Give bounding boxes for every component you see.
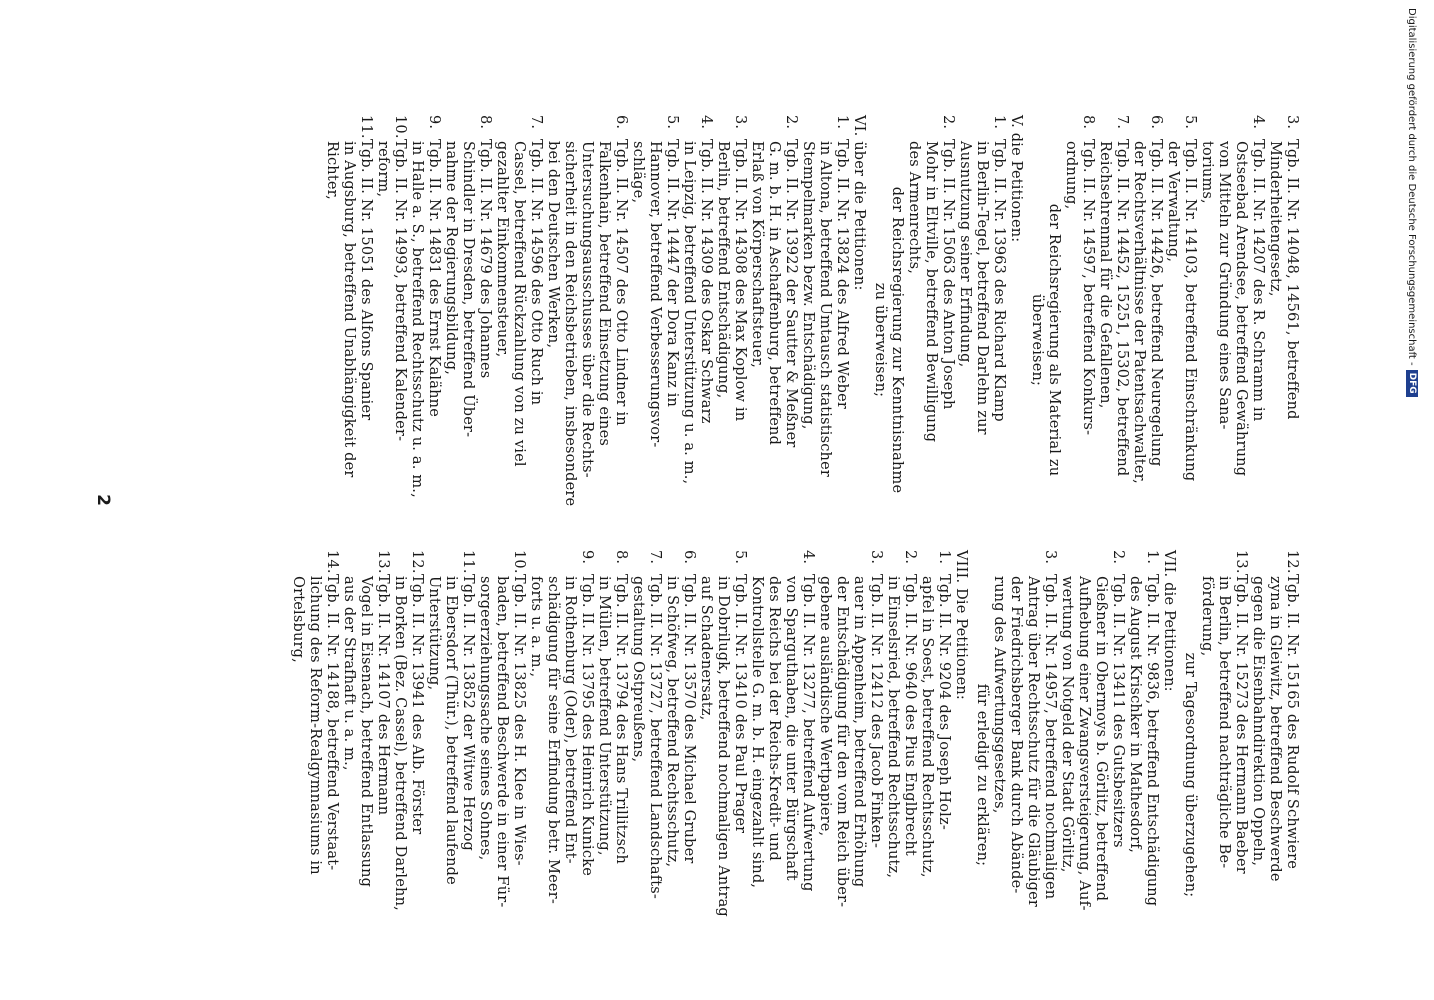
entry-number: 13.: [375, 550, 391, 574]
entry-text: Tgb. II. Nr. 14207 des R. Schramm in: [1250, 139, 1266, 422]
entry-text: Ortelsburg,: [290, 576, 306, 663]
petition-entry: [816, 550, 884, 960]
entry-text: Tgb. II. Nr. 13411 des Gutsbesitzers: [1110, 574, 1126, 848]
petition-entry: [408, 115, 442, 525]
entry-number: 2.: [783, 115, 799, 130]
entry-text: zyna in Gleiwitz, betreffend Beschwerde: [1267, 576, 1283, 882]
entry-number: 7.: [528, 115, 544, 130]
entry-text: Erlaß von Körperschaftsteuer,: [749, 141, 765, 369]
entry-text: schläge,: [630, 141, 646, 204]
entry-text: in Dobrilugk, betreffend nochmaligen Antrag: [715, 576, 731, 917]
entry-text: in Schöfweg, betreffend Rechtsschutz,: [664, 576, 680, 868]
entry-text: Tgb. II. Nr. 9836, betreffend Entschädigung: [1144, 574, 1160, 907]
entry-text: baden, betreffend Beschwerde in einer Für-: [494, 576, 510, 908]
entry-number: 7.: [1114, 115, 1130, 130]
petition-entry: [680, 115, 714, 525]
entry-text: Aufhebung einer Zwangsversteigerung, Auf-: [1076, 576, 1092, 911]
section-heading: [1160, 550, 1177, 960]
petition-entry: [391, 550, 425, 960]
entry-text: von Sparguthaben, die unter Bürgschaft: [783, 576, 799, 881]
entry-text: Berlin, betreffend Entschädigung,: [715, 141, 731, 399]
entry-text: in Leipzig, betreffend Unterstützung u. a. m.,: [681, 141, 697, 485]
entry-number: 1.: [834, 115, 850, 130]
entry-text: lichung des Reform-Realgymnasiums in: [307, 576, 323, 875]
digitization-note: [1406, 8, 1418, 397]
entry-number: 2.: [902, 550, 918, 565]
entry-number: 8.: [1080, 115, 1096, 130]
entry-text: wertung von Notgeld der Stadt Görlitz,: [1059, 576, 1075, 873]
entry-text: Tgb. II. Nr. 14452, 15251, 15302, betreffend: [1114, 139, 1130, 477]
petition-entry: [425, 550, 476, 960]
petition-entry: [442, 115, 493, 525]
entry-text: förderung,: [1199, 576, 1215, 657]
entry-text: in Ebersdorf (Thür.), betreffend laufende: [443, 576, 459, 885]
entry-text: in Augsburg, betreffend Unabhängigkeit der: [341, 141, 357, 478]
entry-number: 1.: [936, 550, 952, 565]
entry-text: Tgb. II. Nr. 14103, betreffend Einschränkung: [1182, 139, 1198, 482]
entry-text: in Halle a. S., betreffend Rechtsschutz u. a. m.,: [409, 141, 425, 498]
petition-entry: [1096, 115, 1130, 525]
entry-number: 3.: [1042, 550, 1058, 565]
entry-text: Tgb. II. Nr. 13941 des Alb. Förster: [409, 574, 425, 835]
resolution-line: [1181, 550, 1198, 960]
entry-text: reform,: [375, 141, 391, 198]
entry-text: Tgb. II. Nr. 14993, betreffend Kalender-: [392, 139, 408, 442]
entry-number: 9.: [426, 115, 442, 130]
entry-number: 4.: [800, 550, 816, 565]
petition-entry: [629, 115, 680, 525]
resolution-text: der Reichsregierung zur Kenntnisnahme: [889, 186, 905, 494]
entry-text: Tgb. II. Nr. 13794 des Hans Trillitzsch: [613, 574, 629, 865]
entry-text: Tgb. II. Nr. 13277, betreffend Aufwertung: [800, 574, 816, 892]
entry-text: Tgb. II. Nr. 9204 des Joseph Holz-: [936, 574, 952, 830]
page-number: 2: [92, 494, 113, 506]
digitization-text: Digitalisierung gefördert durch die Deutsche Forschungsgemeinschaft -: [1406, 8, 1418, 366]
entry-text: in Müllen, betreffend Unterstützung,: [596, 576, 612, 856]
entry-text: apfel in Soest, betreffend Rechtsschutz,: [919, 576, 935, 878]
entry-text: Tgb. II. Nr. 15063 des Anton Joseph: [940, 139, 956, 410]
resolution-text: zu überweisen;: [872, 282, 888, 398]
resolution-line: [871, 115, 905, 525]
entry-text: Tgb. II. Nr. 14831 des Ernst Kalähne: [426, 139, 442, 417]
petition-entry: [374, 115, 408, 525]
petition-entry: [714, 115, 748, 525]
entry-text: Tgb. II. Nr. 13410 des Paul Prager: [732, 574, 748, 834]
entry-text: Tgb. II. Nr. 15273 des Hermann Baeber: [1233, 574, 1249, 874]
entry-text: toriums,: [1199, 141, 1215, 204]
petition-entry: [990, 550, 1058, 960]
petition-entry: [918, 550, 952, 960]
entry-number: 11.: [358, 115, 374, 139]
entry-text: Tgb. II. Nr. 14426, betreffend Neuregelung: [1148, 139, 1164, 467]
entry-text: Cassel, betreffend Rückzahlung von zu viel: [511, 141, 527, 467]
petition-entry: [1062, 115, 1096, 525]
petition-entry: [340, 550, 391, 960]
entry-text: Tgb. II. Nr. 14447 der Dora Kanz in: [664, 139, 680, 408]
entry-text: Tgb. II. Nr. 14507 des Otto Lindner in: [613, 139, 629, 426]
entry-number: 6.: [613, 115, 629, 130]
resolution-text: für erledigt zu erklären;: [974, 683, 990, 867]
section-heading-text: VII. die Petitionen:: [1161, 550, 1177, 692]
entry-number: 4.: [698, 115, 714, 130]
dfg-logo: DFG: [1406, 370, 1418, 397]
entry-text: Tgb. II. Nr. 14048, 14561, betreffend: [1284, 139, 1300, 420]
entry-number: 14.: [324, 550, 340, 574]
entry-number: 4.: [1250, 115, 1266, 130]
entry-number: 2.: [1110, 550, 1126, 565]
entry-number: 2.: [940, 115, 956, 130]
entry-text: Tgb. II. Nr. 14957, betreffend nochmaligen: [1042, 574, 1058, 900]
entry-text: Tgb. II. Nr. 14309 des Oskar Schwarz: [698, 139, 714, 424]
petition-entry: [884, 550, 918, 960]
entry-number: 10.: [392, 115, 408, 139]
entry-text: gezahlter Einkommensteuer,: [494, 141, 510, 358]
right-column: [289, 550, 1300, 960]
entry-text: gegen die Eisenbahndirektion Oppeln,: [1250, 576, 1266, 867]
entry-text: Kontrollstelle G. m. b. H. eingezahlt sind,: [749, 576, 765, 889]
entry-text: in Borken (Bez. Cassel), betreffend Darlehn,: [392, 576, 408, 911]
entry-text: Tgb. II. Nr. 14308 des Max Koplow in: [732, 139, 748, 422]
petition-entry: [1164, 115, 1198, 525]
entry-text: Hannover, betreffend Verbesserungsvor-: [647, 141, 663, 448]
entry-text: Tgb. II. Nr. 12412 des Jacob Finken-: [868, 574, 884, 849]
entry-text: des August Krischker in Mathesdorf,: [1127, 576, 1143, 854]
entry-text: Tgb. II. Nr. 13825 des H. Klee in Wies-: [511, 574, 527, 866]
entry-text: der Rechtsverhältnisse der Patentsachwalter,: [1131, 141, 1147, 484]
petition-entry: [956, 115, 1007, 525]
section-heading: [1007, 115, 1024, 525]
petition-entry: [748, 550, 816, 960]
section-heading: [850, 115, 867, 525]
entry-text: des Reichs bei der Reichs-Kredit- und: [766, 576, 782, 861]
entry-text: Vogel in Eisenach, betreffend Entlassung: [358, 576, 374, 888]
entry-number: 3.: [732, 115, 748, 130]
entry-text: Tgb. II. Nr. 14597, betreffend Konkurs-: [1080, 139, 1096, 436]
petition-entry: [1130, 115, 1164, 525]
entry-number: 3.: [868, 550, 884, 565]
entry-number: 6.: [1148, 115, 1164, 130]
entry-text: Schindler in Dresden, betreffend Über-: [460, 141, 476, 438]
entry-number: 9.: [579, 550, 595, 565]
petition-entry: [289, 550, 340, 960]
entry-text: nahme der Regierungsbildung,: [443, 141, 459, 376]
petition-entry: [1249, 550, 1300, 960]
entry-number: 8.: [613, 550, 629, 565]
entry-number: 7.: [647, 550, 663, 565]
petition-entry: [493, 115, 544, 525]
entry-text: sicherheit in den Reichsbetrieben, insbesondere: [562, 141, 578, 507]
entry-text: Tgb. II. Nr. 13570 des Michael Gruber: [681, 574, 697, 864]
section-heading-text: V. die Petitionen:: [1008, 115, 1024, 243]
entry-text: G. m. b. H. in Aschaffenburg, betreffend: [766, 141, 782, 446]
petition-entry: [595, 550, 629, 960]
petition-entry: [629, 550, 663, 960]
entry-number: 5.: [664, 115, 680, 130]
entry-number: 8.: [477, 115, 493, 130]
entry-text: Unterstützung,: [426, 576, 442, 691]
entry-number: 12.: [409, 550, 425, 574]
entry-text: Tgb. II. Nr. 14596 des Otto Ruch in: [528, 139, 544, 406]
entry-text: rung des Aufwertungsgesetzes,: [991, 576, 1007, 814]
entry-text: in Altona, betreffend Umtausch statistischer: [817, 141, 833, 477]
resolution-text: überweisen;: [1029, 293, 1045, 387]
petition-entry: [476, 550, 527, 960]
entry-text: in Einselsried, betreffend Rechtsschutz,: [885, 576, 901, 879]
petition-entry: [1126, 550, 1160, 960]
petition-entry: [799, 115, 850, 525]
petition-entry: [323, 115, 374, 525]
entry-number: 10.: [511, 550, 527, 574]
entry-number: 12.: [1284, 550, 1300, 574]
entry-text: bei den Deutschen Werken,: [545, 141, 561, 349]
entry-text: Tgb. II. Nr. 13727, betreffend Landschafts-: [647, 574, 663, 900]
entry-text: Tgb. II. Nr. 13963 des Richard Klamp: [991, 139, 1007, 422]
entry-text: Tgb. II. Nr. 13795 des Heinrich Kunicke: [579, 574, 595, 876]
entry-number: 6.: [681, 550, 697, 565]
entry-text: Tgb. II. Nr. 15165 des Rudolf Schwiere: [1284, 574, 1300, 870]
entry-text: ordnung,: [1063, 141, 1079, 210]
left-column: [323, 115, 1300, 525]
entry-text: gebene ausländische Wertpapiere,: [817, 576, 833, 837]
entry-number: 1.: [991, 115, 1007, 130]
entry-text: des Armenrechts,: [906, 141, 922, 275]
entry-text: aus der Strafhaft u. a. m.,: [341, 576, 357, 771]
entry-number: 11.: [460, 550, 476, 574]
petition-entry: [748, 115, 799, 525]
entry-text: gestaltung Ostpreußens,: [630, 576, 646, 763]
petition-entry: [527, 550, 595, 960]
entry-text: Richter,: [324, 141, 340, 200]
entry-text: schädigung für seine Erfindung betr. Meer-: [545, 576, 561, 904]
entry-text: Ostseebad Arendsee, betreffend Gewährung: [1233, 141, 1249, 477]
entry-text: Tgb. II. Nr. 14679 des Johannes: [477, 139, 493, 379]
entry-text: Falkenhain, betreffend Einsetzung eines: [596, 141, 612, 446]
rotated-text-block: [150, 80, 1300, 1000]
entry-text: der Verwaltung,: [1165, 141, 1181, 263]
entry-number: 1.: [1144, 550, 1160, 565]
entry-text: in Berlin-Tegel, betreffend Darlehn zur: [974, 141, 990, 435]
entry-text: auer in Appenheim, betreffend Erhöhung: [851, 576, 867, 888]
entry-text: der Friedrichsberger Bank durch Abände-: [1008, 576, 1024, 894]
entry-text: Untersuchungsausschusses über die Rechts-: [579, 141, 595, 478]
resolution-line: [973, 550, 990, 960]
entry-text: Gießner in Obermoys b. Görlitz, betreffend: [1093, 576, 1109, 902]
entry-number: 5.: [1182, 115, 1198, 130]
entry-number: 13.: [1233, 550, 1249, 574]
resolution-text: zur Tagesordnung überzugehen;: [1182, 652, 1198, 898]
entry-text: Tgb. II. Nr. 13852 der Witwe Herzog: [460, 574, 476, 852]
entry-text: der Entschädigung für den vom Reich über-: [834, 576, 850, 908]
section-heading-text: VI. über die Petitionen:: [851, 115, 867, 291]
section-heading-text: VIII. Die Petitionen:: [953, 550, 969, 701]
entry-text: Tgb. II. Nr. 14188, betreffend Verstaat-: [324, 574, 340, 871]
entry-text: forts u. a. m.,: [528, 576, 544, 678]
entry-text: Reichsehrenmal für die Gefallenen,: [1097, 141, 1113, 409]
resolution-text: der Reichsregierung als Material zu: [1046, 203, 1062, 477]
entry-number: 3.: [1284, 115, 1300, 130]
entry-text: sorgeerziehungssache seines Sohnes,: [477, 576, 493, 861]
entry-text: auf Schadenersatz,: [698, 576, 714, 721]
entry-text: Minderheitengesetz,: [1267, 141, 1283, 297]
petition-entry: [905, 115, 956, 525]
resolution-line: [1028, 115, 1062, 525]
entry-text: Tgb. II. Nr. 13922 der Sautter & Meßner: [783, 139, 799, 448]
entry-text: Ausnutzung seiner Erfindung,: [957, 141, 973, 368]
petition-entry: [544, 115, 629, 525]
petition-entry: [1058, 550, 1126, 960]
entry-number: 5.: [732, 550, 748, 565]
entry-text: Antrag über Rechtsschutz für die Gläubiger: [1025, 576, 1041, 908]
petition-entry: [697, 550, 748, 960]
entry-text: Tgb. II. Nr. 13824 des Alfred Weber: [834, 139, 850, 409]
entry-text: Tgb. II. Nr. 14107 des Hermann: [375, 574, 391, 816]
entry-text: von Mitteln zur Gründung eines Sana-: [1216, 141, 1232, 430]
entry-text: Mohr in Eltville, betreffend Bewilligung: [923, 141, 939, 443]
entry-text: in Rothenburg (Oder), betreffend Ent-: [562, 576, 578, 864]
section-heading: [952, 550, 969, 960]
entry-text: Tgb. II. Nr. 9640 des Pius Englbrecht: [902, 574, 918, 856]
petition-entry: [1266, 115, 1300, 525]
petition-entry: [663, 550, 697, 960]
entry-text: in Berlin, betreffend nachträgliche Be-: [1216, 576, 1232, 869]
petition-entry: [1198, 550, 1249, 960]
entry-text: Tgb. II. Nr. 15051 des Alfons Spanier: [358, 139, 374, 421]
entry-text: Stempelmarken bezw. Entschädigung,: [800, 141, 816, 430]
petition-entry: [1198, 115, 1266, 525]
